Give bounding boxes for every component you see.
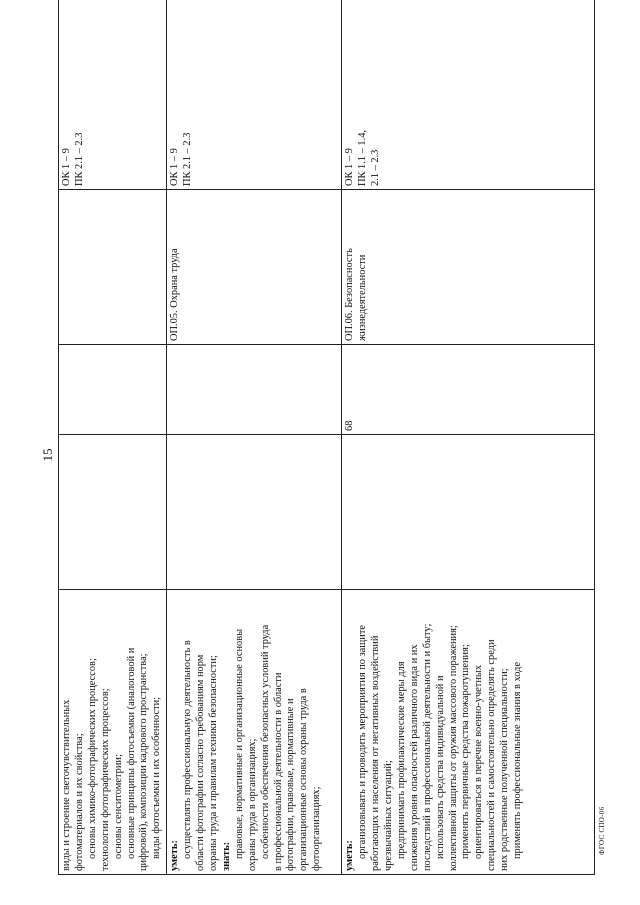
curriculum-table — [58, 0, 595, 875]
text-line: коллективной защиты от оружия массового поражения; — [447, 625, 459, 871]
text-line: охраны труда в организациях; — [246, 738, 258, 871]
text-line: организовывать и проводить мероприятия по защите — [357, 624, 369, 859]
text-line: знать: — [220, 841, 232, 871]
page-number: 15 — [40, 448, 55, 462]
text-line: использовать средства индивидуальной и — [434, 675, 446, 859]
text-line: снижения уровня опасностей различного вида и их — [408, 644, 420, 871]
hours-cell — [59, 345, 167, 435]
competency-line: ПК 1.1 – 1.4, — [357, 130, 369, 186]
competency-line: ПК 2.1 – 2.3 — [73, 132, 85, 186]
text-line: них родственные полученной специальности; — [499, 668, 511, 871]
text-line: области фотографии согласно требованиям норм — [195, 654, 207, 871]
discipline-cell: ОП.06. Безопасность жизнедеятельности — [342, 190, 595, 345]
text-line: ориентироваться в перечне военно-учетных — [473, 664, 485, 859]
text-line: предпринимать профилактические меры для — [395, 661, 407, 859]
knowledge-cell — [167, 590, 342, 875]
text-line: основные принципы фотосъемки (аналоговой и — [125, 647, 137, 859]
text-line: уметь: — [169, 840, 181, 871]
competency-line: ПК 2.1 – 2.3 — [182, 132, 194, 186]
text-line: специальностей и самостоятельно определять среди — [486, 639, 498, 871]
knowledge-cell — [342, 590, 595, 875]
knowledge-cell — [59, 590, 167, 875]
text-line: виды фотосъемки и их особенности; — [151, 696, 163, 859]
text-line: охраны труда и правилам техники безопасности; — [207, 655, 219, 871]
text-line: применять профессиональные знания в ходе — [512, 661, 524, 859]
document-footer: ФГОС СПО-06 — [598, 806, 606, 855]
text-line: чрезвычайных ситуаций; — [382, 760, 394, 871]
empty-cell — [167, 435, 342, 590]
empty-cell — [59, 435, 167, 590]
text-line: организационные основы охраны труда в — [298, 688, 310, 871]
discipline-cell — [59, 190, 167, 345]
text-line: основы химико-фотографических процессов; — [86, 658, 98, 859]
competencies-cell — [59, 0, 167, 190]
text-line: фотоматериалов и их свойства; — [73, 733, 85, 871]
discipline-cell: ОП.05. Охрана труда — [167, 190, 342, 345]
text-line: последствий в профессиональной деятельности и быту; — [421, 623, 433, 871]
hours-cell — [167, 345, 342, 435]
table-row — [167, 0, 342, 875]
competency-line: ОК 1 – 9 — [169, 148, 181, 186]
competencies-cell — [342, 0, 595, 190]
text-line: правовые, нормативные и организационные основы — [233, 628, 245, 859]
text-line: основы сенситометрии; — [112, 754, 124, 859]
text-line: фотоорганизациях; — [311, 786, 323, 871]
hours-cell: 68 — [342, 345, 595, 435]
text-line: особенности обеспечения безопасных условий труда — [259, 624, 271, 859]
text-line: фотографии, правовые, нормативные и — [285, 698, 297, 871]
text-line: цифровой), композиции кадрового пространства; — [138, 653, 150, 871]
text-line: осуществлять профессиональную деятельность в — [182, 640, 194, 859]
text-line: технологии фотографических процессов; — [99, 688, 111, 871]
text-line: в профессиональной деятельности в области — [272, 672, 284, 871]
empty-cell — [342, 435, 595, 590]
table-row — [342, 0, 595, 875]
text-line: применять первичные средства пожаротушения; — [460, 644, 472, 859]
text-line: работающих и населения от негативных воздействий — [370, 635, 382, 871]
competencies-cell — [167, 0, 342, 190]
competency-line: 2.1 – 2.3 — [370, 149, 382, 186]
competency-line: ОК 1 – 9 — [344, 148, 356, 186]
text-line: виды и строение светочувствительных — [61, 699, 72, 871]
text-line: уметь: — [344, 840, 356, 871]
competency-line: ОК 1 – 9 — [61, 148, 72, 186]
table-row — [59, 0, 167, 875]
